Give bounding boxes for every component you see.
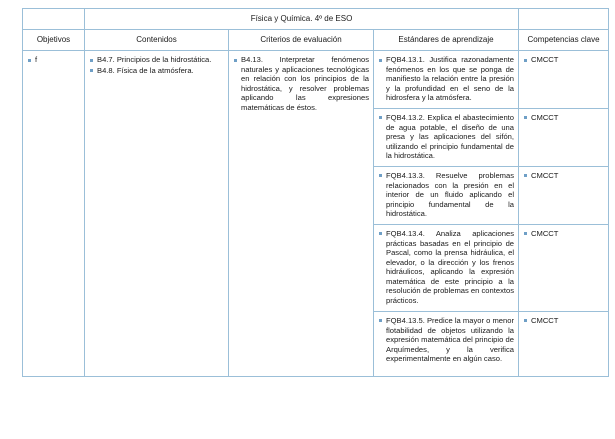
list-item: B4.8. Física de la atmósfera. — [89, 66, 224, 76]
header-contenidos: Contenidos — [85, 30, 229, 51]
list-item: FQB4.13.4. Analiza aplicaciones prácticas basadas en el principio de Pascal, como la prensa hidráulica, el elevador, o la dirección y los frenos hidráulicos, aplicando la expresión matemática de este principio a la resolución de problemas en contextos prácticos. — [378, 229, 514, 306]
objetivos-cell — [23, 51, 85, 377]
header-criterios: Criterios de evaluación — [229, 30, 374, 51]
list-item: f — [27, 55, 80, 65]
header-objetivos: Objetivos — [23, 30, 85, 51]
competencia-cell — [519, 224, 609, 311]
contenidos-cell — [85, 51, 229, 377]
list-item: CMCCT — [523, 171, 604, 181]
subject-row — [23, 9, 609, 30]
list-item: FQB4.13.1. Justifica razonadamente fenómenos en los que se ponga de manifiesto la relación entre la presión y la profundidad en el seno de la hidrosfera y la atmósfera. — [378, 55, 514, 103]
header-competencias: Competencias clave — [519, 30, 609, 51]
list-item: FQB4.13.2. Explica el abastecimiento de agua potable, el diseño de una presa y las aplicaciones del sifón, utilizando el principio fundamental de la hidrostática. — [378, 113, 514, 161]
table-row — [23, 51, 609, 109]
estandar-cell — [374, 108, 519, 166]
list-item: FQB4.13.5. Predice la mayor o menor flotabilidad de objetos utilizando la expresión matemática del principio de Arquímedes, y la verifica experimentalmente en algún caso. — [378, 316, 514, 364]
estandar-cell — [374, 224, 519, 311]
estandar-cell — [374, 166, 519, 224]
estandar-cell — [374, 51, 519, 109]
list-item: CMCCT — [523, 229, 604, 239]
subject-title: Física y Química. 4º de ESO — [85, 9, 519, 30]
list-item: CMCCT — [523, 316, 604, 326]
competencia-cell — [519, 166, 609, 224]
criterios-cell — [229, 51, 374, 377]
list-item: CMCCT — [523, 55, 604, 65]
competencia-cell — [519, 311, 609, 376]
competencia-cell — [519, 108, 609, 166]
empty-header-cell — [23, 9, 85, 30]
header-estandares: Estándares de aprendizaje — [374, 30, 519, 51]
list-item: FQB4.13.3. Resuelve problemas relacionados con la presión en el interior de un fluido aplicando el principio fundamental de la hidrostática. — [378, 171, 514, 219]
list-item: B4.7. Principios de la hidrostática. — [89, 55, 224, 65]
competencia-cell — [519, 51, 609, 109]
column-header-row — [23, 30, 609, 51]
empty-header-cell — [519, 9, 609, 30]
list-item: B4.13. Interpretar fenómenos naturales y aplicaciones tecnológicas en relación con los principios de la hidrostática, y resolver problemas aplicando las expresiones matemáticas de éstos. — [233, 55, 369, 113]
list-item: CMCCT — [523, 113, 604, 123]
curriculum-table — [22, 8, 609, 377]
estandar-cell — [374, 311, 519, 376]
